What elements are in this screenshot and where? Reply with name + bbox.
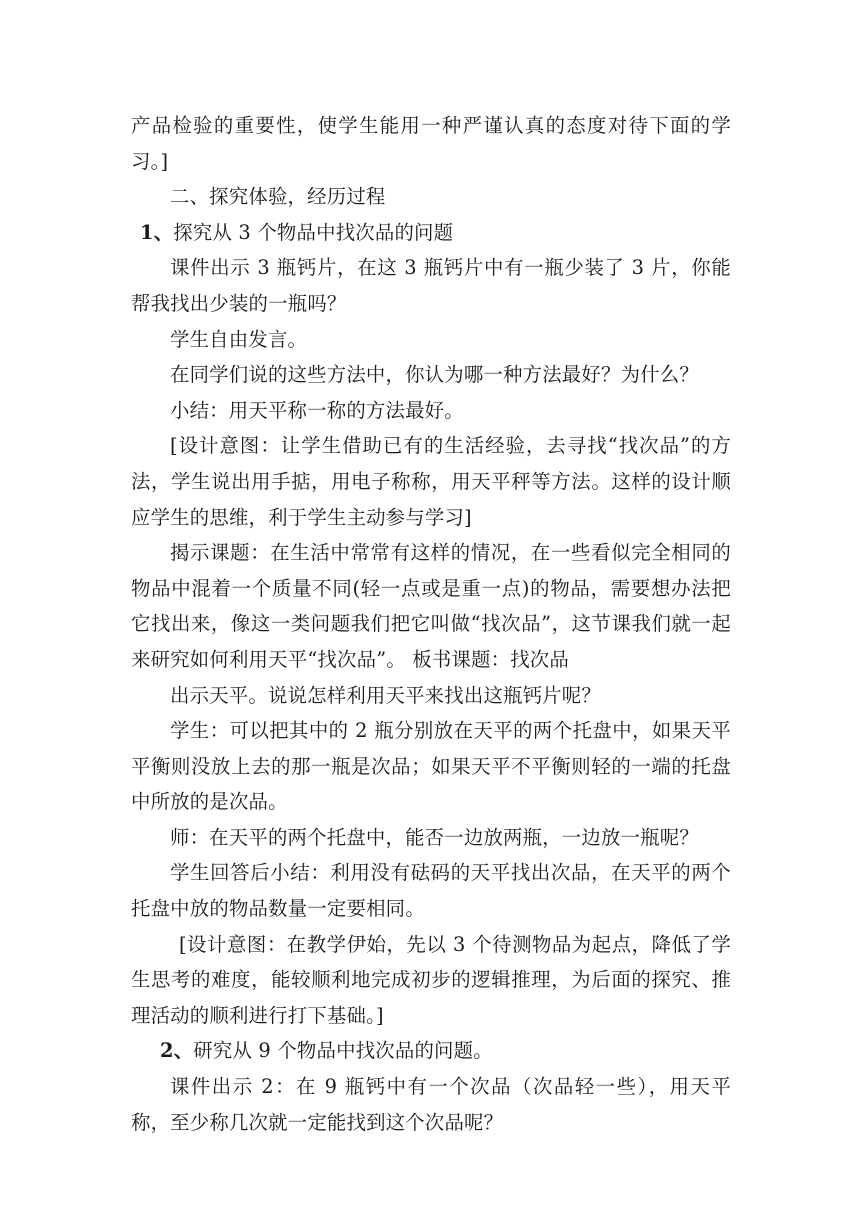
paragraph: 学生自由发言。 [170, 327, 308, 351]
subsection-title: 探究从 3 个物品中找次品的问题 [173, 220, 454, 244]
paragraph: 在同学们说的这些方法中，你认为哪一种方法最好？为什么？ [170, 363, 699, 387]
document-body [131, 108, 731, 1140]
design-intent-note: [设计意图：让学生借助已有的生活经验，去寻找“找次品”的方法，学生说出用手掂，用电子称称，用天平秤等方法。这样的设计顺应学生的思维，利于学生主动参与学习] [131, 434, 731, 529]
subsection-number: 1、 [140, 220, 174, 244]
paragraph: 师：在天平的两个托盘中，能否一边放两瓶，一边放一瓶呢？ [170, 825, 699, 849]
design-intent-note: [设计意图：在教学伊始，先以 3 个待测物品为起点，降低了学生思考的难度，能较顺利地完成初步的逻辑推理，为后面的探究、推理活动的顺利进行打下基础。] [131, 932, 731, 1027]
paragraph: 产品检验的重要性，使学生能用一种严谨认真的态度对待下面的学习。] [131, 114, 731, 173]
paragraph: 学生回答后小结：利用没有砝码的天平找出次品，在天平的两个托盘中放的物品数量一定要相同。 [131, 861, 731, 921]
subsection-title: 研究从 9 个物品中找次品的问题。 [193, 1039, 493, 1063]
paragraph: 小结：用天平称一称的方法最好。 [170, 398, 464, 422]
subsection-number: 2、 [160, 1039, 194, 1063]
section-heading: 二、探究体验，经历过程 [170, 185, 386, 209]
subsection-heading [131, 215, 731, 251]
paragraph: 课件出示 3 瓶钙片，在这 3 瓶钙片中有一瓶少装了 3 片，你能帮我找出少装的一瓶吗？ [131, 256, 731, 315]
paragraph: 出示天平。说说怎样利用天平来找出这瓶钙片呢？ [170, 683, 601, 707]
paragraph: 学生：可以把其中的 2 瓶分别放在天平的两个托盘中，如果天平平衡则没放上去的那一瓶是次品；如果天平不平衡则轻的一端的托盘中所放的是次品。 [131, 719, 731, 814]
paragraph: 课件出示 2：在 9 瓶钙中有一个次品（次品轻一些），用天平称，至少称几次就一定能找到这个次品呢？ [131, 1075, 731, 1134]
subsection-heading [131, 1033, 731, 1069]
paragraph: 揭示课题：在生活中常常有这样的情况，在一些看似完全相同的物品中混着一个质量不同(轻一点或是重一点)的物品，需要想办法把它找出来，像这一类问题我们把它叫做“找次品”，这节课我们就一起来研究如何利用天平“找次品”。 板书课题：找次品 [131, 541, 731, 671]
